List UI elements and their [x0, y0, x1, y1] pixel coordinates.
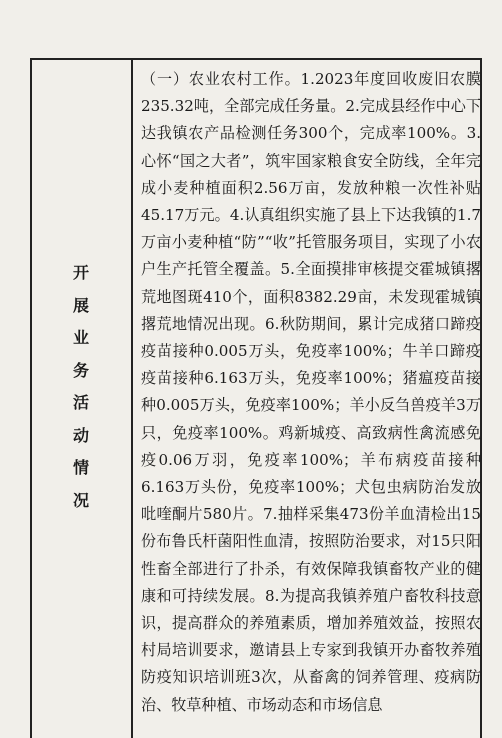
label-cell — [32, 60, 131, 738]
content-cell — [141, 66, 481, 719]
column-divider — [131, 60, 133, 738]
report-table — [30, 58, 482, 738]
section-label: 开展业务活动情况 — [72, 263, 89, 510]
content-paragraph: （一）农业农村工作。1.2023年度回收废旧农膜235.32吨，全部完成任务量。2.完成县经作中心下达我镇农产品检测任务300个，完成率100%。3.心怀“国之大者”，筑牢国家粮食安全防线，全年完成小麦种植面积2.56万亩，发放种粮一次性补贴45.17万元。4.认真组织实施了县上下达我镇的1.7万亩小麦种植“防”“收”托管服务项目，实现了小农户生产托管全覆盖。5.全面摸排审核提交霍城镇撂荒地图斑410个，面积8382.29亩，未发现霍城镇撂荒地情况出现。6.秋防期间，累计完成猪口蹄疫疫苗接种0.005万头，免疫率100%；牛羊口蹄疫疫苗接种6.163万头，免疫率100%；猪瘟疫苗接种0.005万头，免疫率100%；羊小反刍兽疫羊3万只，免疫率100%。鸡新城疫、高致病性禽流感免疫0.06万羽，免疫率100%；羊布病疫苗接种6.163万头份，免疫率100%；犬包虫病防治发放吡喹酮片580片。7.抽样采集473份羊血清检出15份布鲁氏杆菌阳性血清，按照防治要求，对15只阳性畜全部进行了扑杀，有效保障我镇畜牧产业的健康和可持续发展。8.为提高我镇养殖户畜牧科技意识，提高群众的养殖素质，增加养殖效益，按照农村局培训要求，邀请县上专家到我镇开办畜牧养殖防疫知识培训班3次，从畜禽的饲养管理、疫病防治、牧草种植、市场动态和市场信息 — [141, 70, 481, 714]
